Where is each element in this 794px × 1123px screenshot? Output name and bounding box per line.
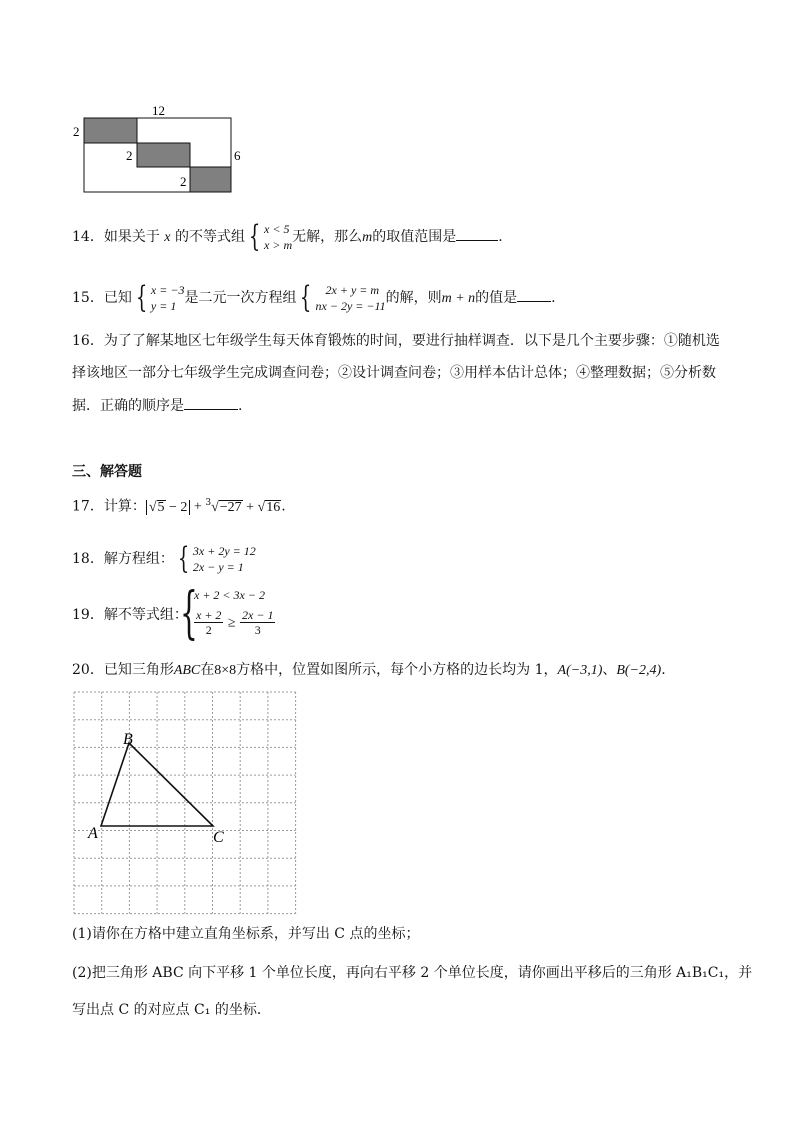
inequality-system: { x < 5 x > m [248,219,293,254]
answer-blank[interactable] [456,226,498,241]
shaded-block-1 [84,118,137,143]
question-15: 15．已知 { x = −3 y = 1 是二元一次方程组 { 2x + y = m nx − 2y = −11 的解，则m + n的值是 . [72,280,556,315]
q13-rectangle-figure [70,100,260,195]
question-16-line-2: 择该地区一部分七年级学生完成调查问卷；②设计调查问卷；③用样本估计总体；④整理数据；⑤分析数 [72,365,716,381]
question-19: 19．解不等式组： [72,607,188,623]
equation-system: { 3x + 2y = 12 2x − y = 1 [177,541,256,576]
section-title: 三、解答题 [72,464,142,480]
answer-blank[interactable] [517,287,551,302]
question-18: 18．解方程组： { 3x + 2y = 12 2x − y = 1 [72,541,256,576]
coordinate-grid-figure[interactable] [70,688,300,916]
question-20-part-1: (1)请你在方格中建立直角坐标系，并写出 C 点的坐标； [72,926,420,942]
shaded-block-2 [137,143,190,167]
solution-system: { x = −3 y = 1 [135,280,185,315]
grid-lines [74,692,296,914]
label-12: 12 [152,103,165,118]
question-14: 14．如果关于 x 的不等式组 { x < 5 x > m 无解，那么m的取值范围是 . [72,219,503,254]
label-low-2: 2 [180,174,187,189]
label-left-2: 2 [73,124,80,139]
label-c: C [213,829,224,846]
label-mid-2: 2 [126,148,133,163]
label-a: A [88,825,98,842]
label-6: 6 [234,148,241,163]
question-17: 17．计算： √5 − 2 + $^3$√−27 + √16. [72,498,286,515]
question-16-line-1: 16．为了了解某地区七年级学生每天体育锻炼的时间，要进行抽样调查．以下是几个主要步骤：①随机选 [72,333,720,349]
shaded-block-3 [190,167,231,192]
question-20-part-2-line-1: (2)把三角形 ABC 向下平移 1 个单位长度，再向右平移 2 个单位长度，请你画出平移后的三角形 A₁B₁C₁，并 [72,965,753,981]
answer-blank[interactable] [184,395,238,410]
label-b: B [123,731,133,748]
question-16-line-3: 据．正确的顺序是 . [72,395,242,416]
equation-system: { 2x + y = m nx − 2y = −11 [300,280,386,315]
question-20-part-2-line-2: 写出点 C 的对应点 C₁ 的坐标． [72,1002,271,1018]
question-20: 20．已知三角形ABC在8×8方格中，位置如图所示，每个小方格的边长均为 1，A(−3,1)、B(−2,4). [72,662,666,678]
